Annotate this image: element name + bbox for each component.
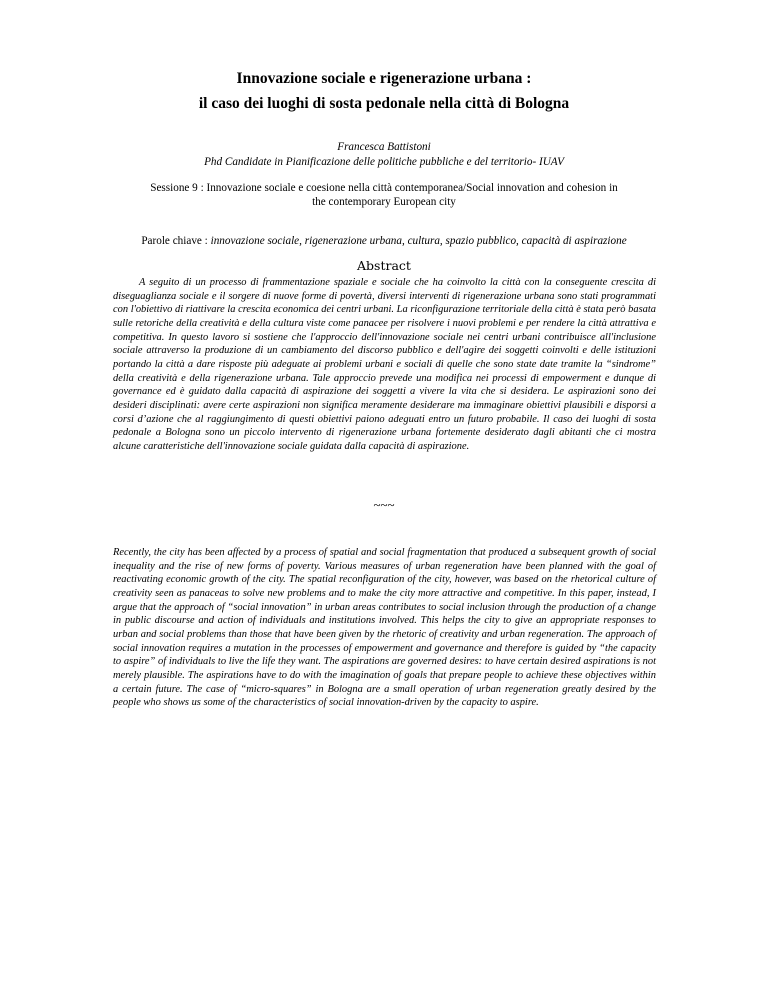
keywords-values: innovazione sociale, rigenerazione urbana, cultura, spazio pubblico, capacità di aspirazione [210, 235, 627, 247]
abstract-english: Recently, the city has been affected by a process of spatial and social fragmentation that produced a subsequent growth of social inequality and the rise of new forms of poverty. Various measures of urban regeneration have been planned with the goal of reactivating economic growth of the city. The spatial reconfiguration of the city, however, was based on the rhetorical culture of creativity seen as panaceas to solve new problems and to make the city more attractive and competitive. In this paper, instead, I argue that the approach of “social innovation” in urban areas contributes to social inclusion through the production of a change in public discourse and action of individuals and institutions involved. This helps the city to give an appropriate responses to urban and social problems than those that have been given by the rhetoric of creativity and urban regeneration. The approach of social innovation requires a mutation in the processes of empowerment and governance and therefore is guided by “the capacity to aspire” of individuals to live the life they want. The aspirations are governed desires: to have certain desired aspirations is not merely plausible. The aspirations have to do with the imagination of goals that prepare people to achieve these objectives within a certain future. The case of “micro-squares” in Bologna are a small operation of urban regeneration greatly desired by the people who shows us some of the characteristics of social innovation-driven by the capacity to aspire. [113, 547, 656, 709]
section-separator: ~~~ [373, 497, 395, 512]
title-line-1: Innovazione sociale e rigenerazione urbana : [236, 70, 532, 87]
title-line-2: il caso dei luoghi di sosta pedonale nella città di Bologna [198, 95, 570, 112]
keywords-label: Parole chiave : [141, 235, 211, 247]
keywords [0, 234, 768, 248]
abstract-italian: A seguito di un processo di frammentazione spaziale e sociale che ha coinvolto la città con la conseguente crescita di diseguaglianza sociale e il sorgere di nuove forme di povertà, diversi interventi di rigenerazione urbana sono stati programmati con l'obiettivo di riattivare la crescita economica dei centri urbani. La riconfigurazione territoriale della città è stata però basata sulle retoriche della creatività e della cultura viste come panacee per risolvere i nuovi problemi e per rendere la città attrattiva e competitiva. In questo lavoro si sostiene che l'approccio dell'innovazione sociale nei centri urbani contribuisce all'inclusione sociale attraverso la produzione di un cambiamento del discorso pubblico e dell'agire dei soggetti coinvolti e delle istituzioni portando la città a dare risposte più adeguate ai problemi urbani e sociali di quelle che sono state date tramite la “sindrome” della creatività e della rigenerazione urbana. Tale approccio prevede una modifica nei processi di empowerment e dunque di governance ed è guidato dalla capacità di aspirazione dei soggetti a vivere la vita che si desidera. Le aspirazioni sono dei desideri disciplinati: avere certe aspirazioni non significa meramente desiderare ma immaginare obiettivi plausibili e disporsi a corsi d’azione che al raggiungimento di questi obiettivi paiono adeguati entro un futuro probabile. Il caso dei luoghi di sosta pedonale a Bologna sono un piccolo intervento di rigenerazione urbana fortemente desiderato dagli abitanti che ci mostra alcune caratteristiche dell'innovazione sociale guidata dalla capacità di aspirazione. [113, 277, 656, 452]
author-name: Francesca Battistoni [337, 141, 431, 153]
session-info: Sessione 9 : Innovazione sociale e coesione nella città contemporanea/Social innovation and cohesion in the contemporary European city [150, 182, 618, 208]
abstract-heading: Abstract [357, 258, 411, 273]
author-affiliation: Phd Candidate in Pianificazione delle politiche pubbliche e del territorio- IUAV [204, 156, 564, 168]
